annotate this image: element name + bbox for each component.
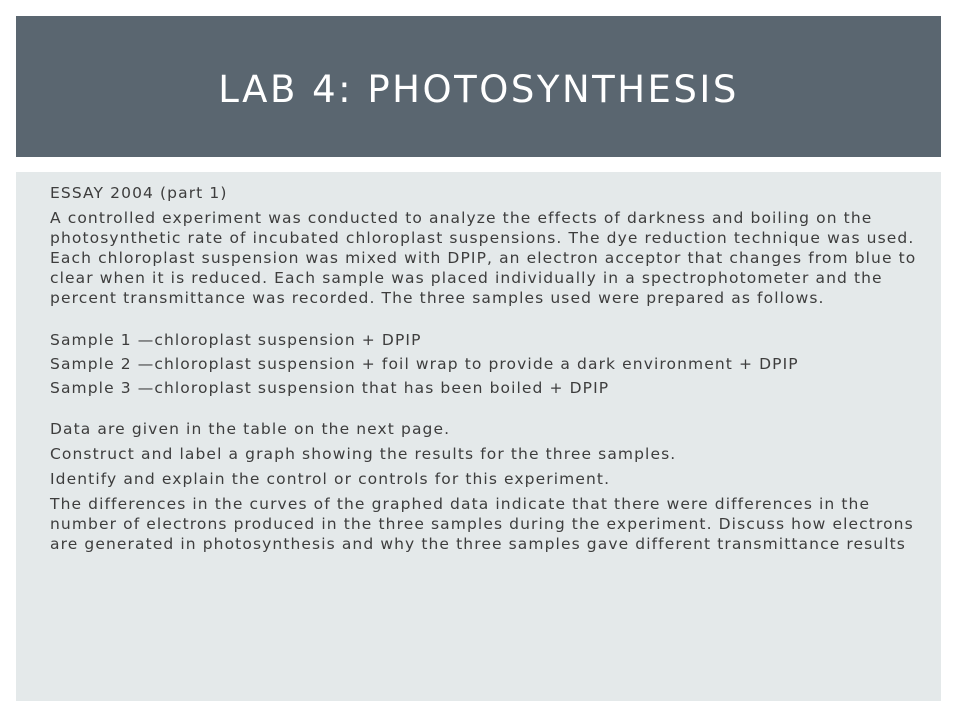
question-2: Construct and label a graph showing the results for the three samples. [50, 445, 677, 463]
essay-heading: ESSAY 2004 (part 1) [50, 184, 228, 202]
question-1: Data are given in the table on the next page. [50, 420, 451, 438]
sample-3: Sample 3 —chloroplast suspension that has been boiled + DPIP [50, 379, 610, 397]
spacer [50, 313, 920, 330]
sample-2: Sample 2 —chloroplast suspension + foil wrap to provide a dark environment + DPIP [50, 355, 799, 373]
spacer [50, 402, 920, 419]
body-text [50, 183, 920, 559]
intro-paragraph: A controlled experiment was conducted to analyze the effects of darkness and boiling on the photosynthetic rate of incubated chloroplast suspensions. The dye reduction technique was used. Each chloroplast suspension was mixed with DPIP, an electron acceptor that changes from blue to clear when it is reduced. Each sample was placed individually in a spectrophotometer and the percent transmittance was recorded. The three samples used were prepared as follows. [50, 209, 917, 307]
slide-title: LAB 4: PHOTOSYNTHESIS [218, 68, 739, 111]
question-3: Identify and explain the control or controls for this experiment. [50, 470, 611, 488]
content-box [16, 172, 941, 701]
question-4: The differences in the curves of the graphed data indicate that there were differences in the number of electrons produced in the three samples during the experiment. Discuss how electrons are generated in photosynthesis and why the three samples gave different transmittance results [50, 495, 914, 553]
sample-1: Sample 1 —chloroplast suspension + DPIP [50, 331, 422, 349]
title-bar [16, 16, 941, 157]
